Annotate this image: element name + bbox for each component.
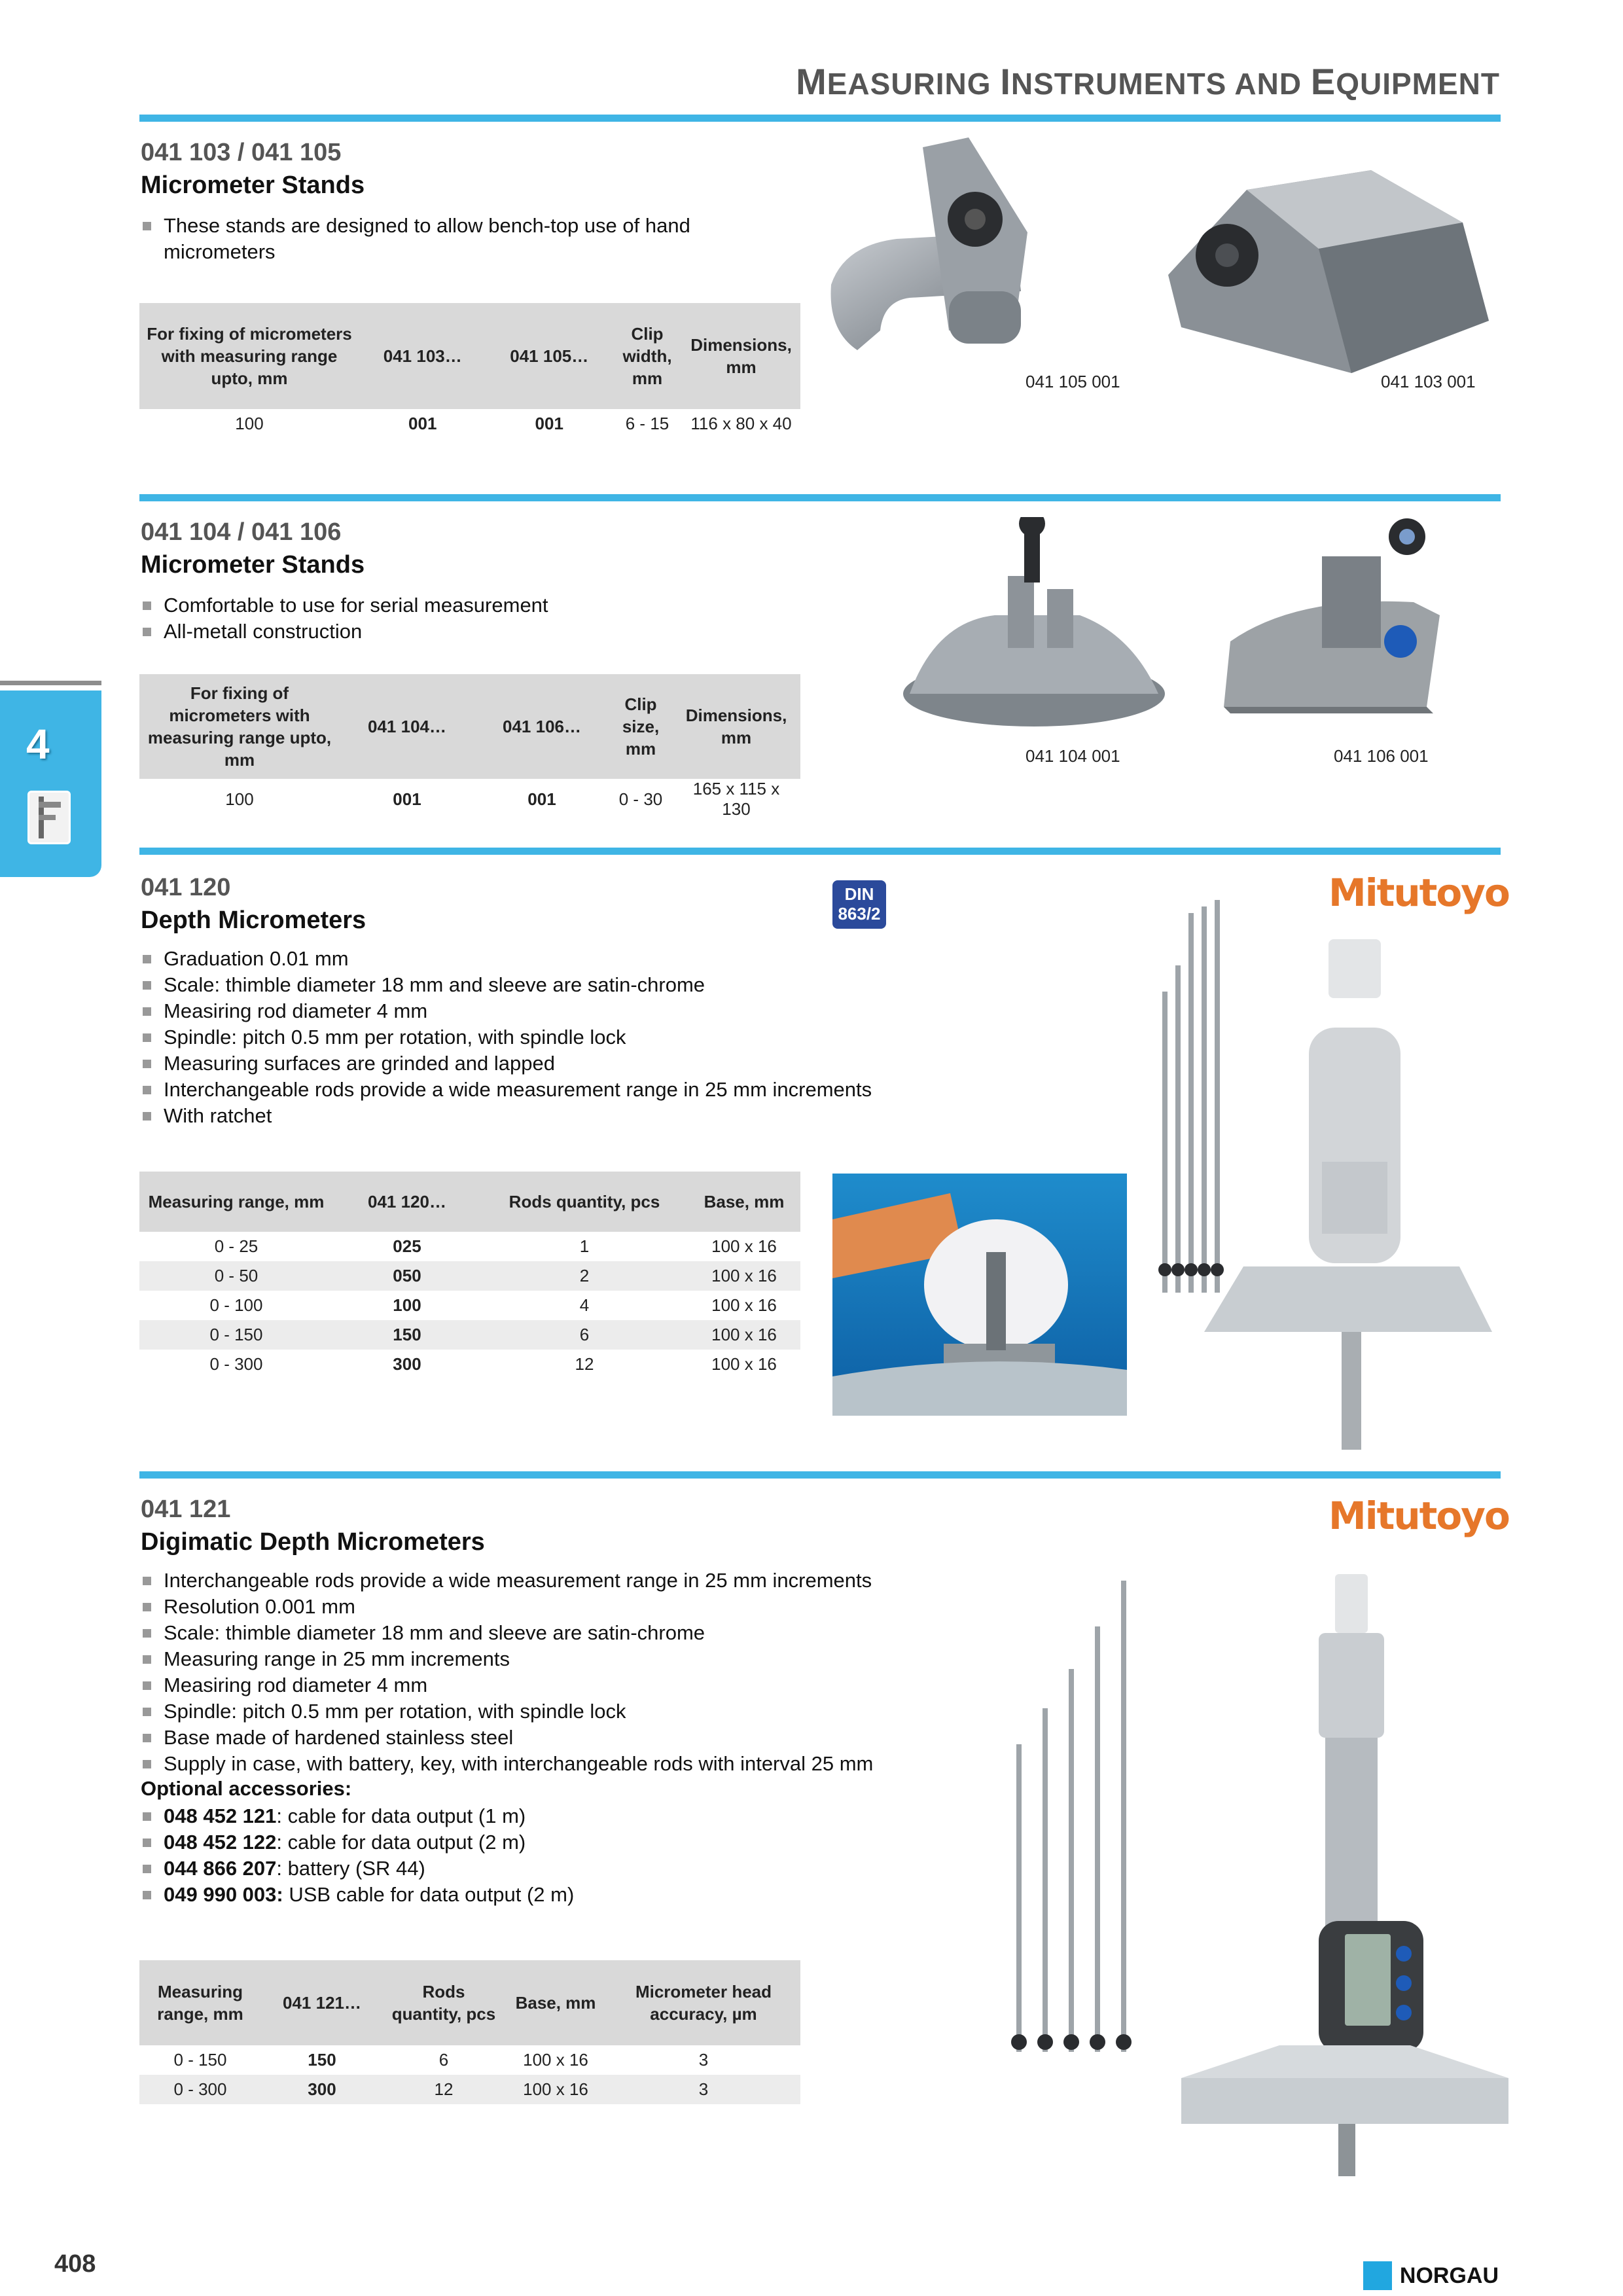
title-part-2: INSTRUMENTS AND	[1000, 61, 1311, 102]
table-cell: 001	[408, 414, 437, 433]
feature-item: All-metall construction	[141, 619, 730, 645]
image-caption: 041 104 001	[1026, 746, 1120, 766]
product-title: Digimatic Depth Micrometers	[141, 1528, 485, 1556]
table-row: 0 - 300 300 12 100 x 16 3	[139, 2075, 800, 2104]
col-header: Clip width, mm	[613, 303, 682, 409]
feature-item: Supply in case, with battery, key, with interchangeable rods with interval 25 mm	[141, 1751, 959, 1777]
digimatic-depth-micrometer-041121-image	[1005, 1574, 1515, 2183]
col-header: Rods quantity, pcs	[383, 1960, 505, 2045]
product-code: 041 121	[141, 1496, 231, 1523]
feature-item: Scale: thimble diameter 18 mm and sleeve are satin-chrome	[141, 1620, 959, 1646]
accessory-list	[141, 1803, 926, 1908]
col-header: Measuring range, mm	[139, 1172, 333, 1232]
depth-micrometer-in-use-photo	[832, 1174, 1127, 1416]
table-cell: 116 x 80 x 40	[690, 414, 792, 433]
feature-list	[141, 1568, 959, 1777]
page-title	[796, 60, 1500, 103]
table-cell: 001	[393, 789, 421, 809]
din-badge: DIN 863/2	[832, 880, 886, 929]
feature-list	[141, 946, 926, 1129]
feature-item: Interchangeable rods provide a wide measurement range in 25 mm increments	[141, 1077, 926, 1103]
product-code: 041 104 / 041 106	[141, 518, 342, 546]
col-header: Clip size, mm	[609, 674, 672, 779]
col-header: 041 120…	[333, 1172, 481, 1232]
micrometer-stand-041104-image	[897, 517, 1171, 733]
image-caption: 041 106 001	[1334, 746, 1429, 766]
feature-item: Measuring range in 25 mm increments	[141, 1646, 959, 1672]
depth-micrometer-041120-image	[1152, 900, 1508, 1463]
feature-item: Spindle: pitch 0.5 mm per rotation, with spindle lock	[141, 1698, 959, 1725]
feature-item: Interchangeable rods provide a wide measurement range in 25 mm increments	[141, 1568, 959, 1594]
spec-table	[139, 674, 800, 819]
feature-item: Scale: thimble diameter 18 mm and sleeve are satin-chrome	[141, 972, 926, 998]
table-row: 0 - 150 150 6 100 x 16 3	[173, 2050, 709, 2070]
col-header: Base, mm	[688, 1172, 800, 1232]
section-divider	[139, 1471, 1501, 1479]
spec-table	[139, 1960, 800, 2104]
section-divider	[139, 848, 1501, 855]
product-title: Micrometer Stands	[141, 171, 365, 199]
feature-item: Spindle: pitch 0.5 mm per rotation, with spindle lock	[141, 1024, 926, 1050]
mitutoyo-logo: Mitutoyo	[1329, 1494, 1509, 1538]
table-row	[139, 779, 800, 819]
optional-accessories-title: Optional accessories:	[141, 1777, 352, 1800]
title-part-1: MEASURING	[796, 61, 1001, 102]
table-cell: 001	[535, 414, 563, 433]
feature-item: Measuring surfaces are grinded and lapped	[141, 1050, 926, 1077]
col-header: For fixing of micrometers with measuring range upto, mm	[139, 303, 359, 409]
accessory-item: 048 452 122: cable for data output (2 m)	[141, 1829, 926, 1856]
image-caption: 041 105 001	[1026, 372, 1120, 391]
product-code: 041 103 / 041 105	[141, 139, 342, 166]
table-cell: 001	[527, 789, 556, 809]
norgau-logo	[1363, 2261, 1499, 2290]
accessory-item: 044 866 207: battery (SR 44)	[141, 1856, 926, 1882]
norgau-brand-text: NORGAU	[1399, 2263, 1499, 2288]
col-header: Measuring range, mm	[139, 1960, 261, 2045]
side-tab-strip	[0, 681, 101, 685]
feature-item: Measiring rod diameter 4 mm	[141, 1672, 959, 1698]
feature-item: Comfortable to use for serial measurement	[141, 592, 730, 619]
norgau-square-icon	[1363, 2261, 1392, 2290]
title-part-3: EQUIPMENT	[1310, 61, 1500, 102]
table-row: 0 - 300 300 12 100 x 16	[209, 1354, 777, 1374]
accessory-item: 048 452 121: cable for data output (1 m)	[141, 1803, 926, 1829]
col-header: 041 104…	[340, 674, 474, 779]
mitutoyo-logo: Mitutoyo	[1329, 870, 1509, 915]
product-code: 041 120	[141, 874, 231, 901]
section-divider	[139, 115, 1501, 122]
feature-item: With ratchet	[141, 1103, 926, 1129]
spec-table	[139, 1172, 800, 1379]
caliper-icon	[27, 791, 71, 844]
col-header: Dimensions, mm	[672, 674, 800, 779]
side-tab[interactable]	[0, 691, 101, 877]
feature-item: Resolution 0.001 mm	[141, 1594, 959, 1620]
feature-list	[141, 213, 730, 265]
table-cell: 6 - 15	[625, 414, 669, 433]
section-divider	[139, 494, 1501, 501]
table-row: 0 - 25 025 1 100 x 16	[214, 1236, 777, 1256]
image-caption: 041 103 001	[1381, 372, 1476, 391]
micrometer-stand-041105-image	[818, 134, 1139, 370]
page-number: 408	[54, 2250, 96, 2278]
col-header: 041 105…	[486, 303, 613, 409]
feature-item: Measiring rod diameter 4 mm	[141, 998, 926, 1024]
col-header: 041 106…	[474, 674, 609, 779]
product-title: Micrometer Stands	[141, 551, 365, 579]
table-row: 0 - 150 150 6 100 x 16	[139, 1320, 800, 1350]
feature-list	[141, 592, 730, 645]
table-cell: 165 x 115 x 130	[692, 779, 780, 819]
col-header: 041 121…	[261, 1960, 383, 2045]
col-header: Micrometer head accuracy, µm	[607, 1960, 800, 2045]
table-row	[139, 409, 800, 439]
side-tab-number: 4	[26, 721, 50, 768]
table-cell: 100	[225, 789, 254, 809]
accessory-item: 049 990 003: USB cable for data output (2 m)	[141, 1882, 926, 1908]
product-title: Depth Micrometers	[141, 906, 366, 934]
spec-table	[139, 303, 800, 439]
micrometer-stand-041106-image	[1217, 517, 1479, 733]
col-header: Rods quantity, pcs	[481, 1172, 688, 1232]
feature-item: These stands are designed to allow bench-top use of hand micrometers	[141, 213, 730, 265]
feature-item: Base made of hardened stainless steel	[141, 1725, 959, 1751]
col-header: For fixing of micrometers with measuring range upto, mm	[139, 674, 340, 779]
col-header: 041 103…	[359, 303, 486, 409]
table-row: 0 - 50 050 2 100 x 16	[139, 1261, 800, 1291]
col-header: Base, mm	[505, 1960, 607, 2045]
micrometer-stand-041103-image	[1155, 164, 1502, 380]
table-cell: 0 - 30	[618, 789, 663, 809]
col-header: Dimensions, mm	[682, 303, 800, 409]
table-cell: 100	[235, 414, 264, 433]
table-row: 0 - 100 100 4 100 x 16	[209, 1295, 777, 1315]
feature-item: Graduation 0.01 mm	[141, 946, 926, 972]
